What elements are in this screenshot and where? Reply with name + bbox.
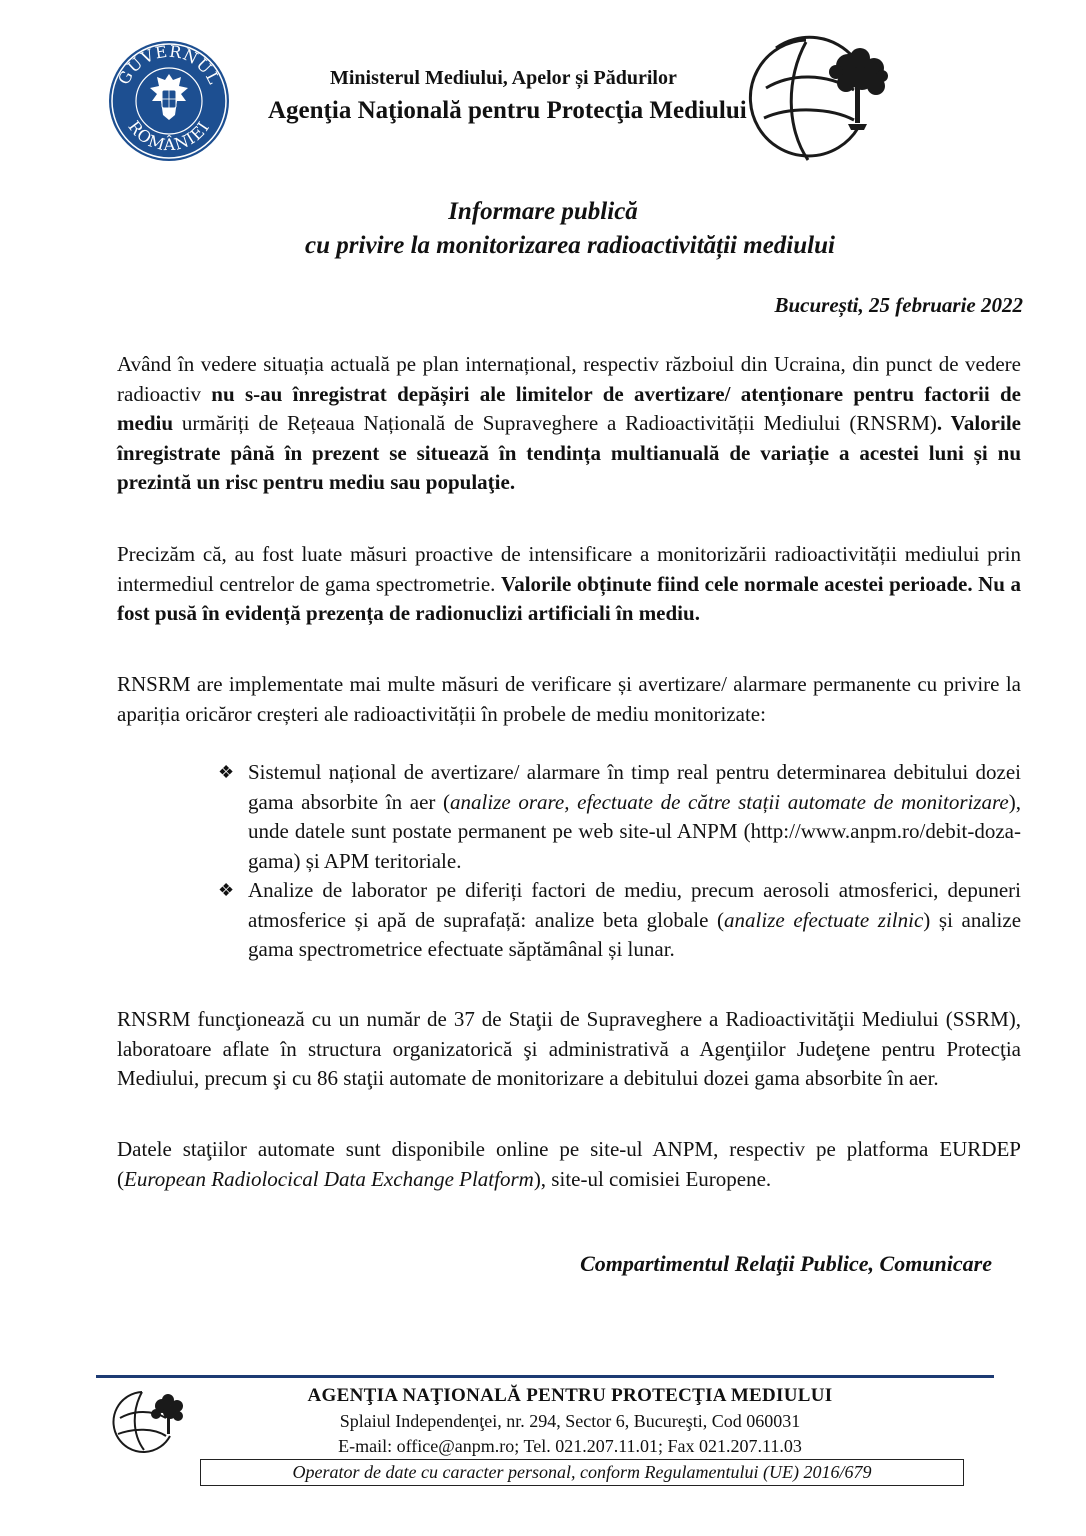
footer-contact: E-mail: office@anpm.ro; Tel. 021.207.11.01; Fax 021.207.11.03	[338, 1436, 802, 1456]
bold-segment: . Valorile înregistrate până în prezent se situează în tendința multianuală de variație a acestei luni și nu prezintă un risc pentru mediu sau populaţie.	[117, 411, 1021, 494]
italic-segment: analize efectuate zilnic	[724, 907, 924, 932]
text-segment: Având în vedere situația actuală pe plan internațional, respectiv războiul din Ucraina, din punct de vedere radioactiv	[117, 352, 1021, 406]
paragraph-measures	[117, 540, 1021, 629]
footer-address: Splaiul Independenţei, nr. 294, Sector 6, Bucureşti, Cod 060031	[339, 1411, 801, 1431]
document-title: Informare publică	[448, 198, 638, 225]
bold-segment: nu s-au înregistrat depășiri ale limitelor de avertizare/ atenționare pentru factorii de mediu	[117, 381, 1021, 435]
ministry-name: Ministerul Mediului, Apelor și Pădurilor	[330, 67, 677, 89]
text-segment: urmăriți de Rețeaua Națională de Supraveghere a Radioactivității Mediului (RNSRM)	[173, 411, 937, 435]
paragraph-stations: RNSRM funcţionează cu un număr de 37 de Staţii de Supraveghere a Radioactivităţii Mediului (SSRM), laboratoare aflate în structura organizatorică şi administrativă a Agenţiilor Judeţene pentru Protecţia Mediului, precum şi cu 86 staţii automate de monitorizare a debitului dozei gama absorbite în aer.	[117, 1007, 1021, 1090]
document-subtitle: cu privire la monitorizarea radioactivității mediului	[305, 232, 835, 259]
text-segment: ) și analize gama spectrometrice efectuate săptămânal și lunar.	[248, 907, 1022, 961]
list-item	[218, 758, 1021, 876]
list-item-text	[248, 758, 1021, 876]
list-item	[218, 876, 1021, 965]
text-segment: Analize de laborator pe diferiți factori de mediu, precum aerosoli atmosferici, depuneri atmosferice și apă de suprafață: analize beta globale (	[248, 878, 1021, 932]
italic-segment: analize orare, efectuate de către stații automate de monitorizare	[450, 789, 1009, 814]
signature: Compartimentul Relaţii Publice, Comunicare	[580, 1251, 992, 1276]
footer-divider	[96, 1375, 994, 1378]
italic-segment: European Radiolocical Data Exchange Platform	[124, 1166, 534, 1191]
diamond-bullet-icon: ❖	[218, 880, 235, 900]
paragraph-situation	[117, 350, 1021, 498]
list-item-text	[248, 876, 1021, 965]
agency-name: Agenţia Naţională pentru Protecţia Mediului	[268, 97, 747, 124]
footer-agency-name: AGENŢIA NAŢIONALĂ PENTRU PROTECŢIA MEDIULUI	[307, 1385, 833, 1406]
bullet-list	[218, 758, 1021, 965]
anpm-logo-icon	[736, 28, 888, 174]
text-segment: ), unde datele sunt postate permanent pe web site-ul ANPM (http://www.anpm.ro/debit-doza-gama) și APM teritoriale.	[248, 789, 1021, 873]
svg-text:GUVERNUL: GUVERNUL	[113, 41, 225, 88]
diamond-bullet-icon: ❖	[218, 762, 235, 782]
paragraph-rnsrm-measures: RNSRM are implementate mai multe măsuri de verificare și avertizare/ alarmare permanente cu privire la apariția oricăror creșteri ale radioactivității în probele de mediu monitorizate:	[117, 672, 1021, 726]
text-segment: Datele staţiilor automate sunt disponibile online pe site-ul ANPM, respectiv pe platforma EURDEP (	[117, 1137, 1021, 1191]
paragraph-eurdep	[117, 1135, 1021, 1194]
bold-segment: Valorile obținute fiind cele normale acestei perioade. Nu a fost pusă în evidență prezența de radionuclizi artificiali în mediu.	[117, 571, 1021, 625]
text-segment: Precizăm că, au fost luate măsuri proactive de intensificare a monitorizării radioactivității mediului prin intermediul centrelor de gama spectrometrie.	[117, 542, 1021, 596]
svg-text:ROMÂNIEI: ROMÂNIEI	[124, 117, 214, 155]
text-segment: Sistemul național de avertizare/ alarmare în timp real pentru determinarea debitului dozei gama absorbite în aer (	[248, 760, 1021, 814]
gdpr-notice: Operator de date cu caracter personal, conform Regulamentului (UE) 2016/679	[200, 1459, 964, 1486]
place-date: București, 25 februarie 2022	[774, 293, 1023, 317]
government-seal-icon	[108, 40, 230, 162]
text-segment: ), site-ul comisiei Europene.	[533, 1166, 772, 1191]
